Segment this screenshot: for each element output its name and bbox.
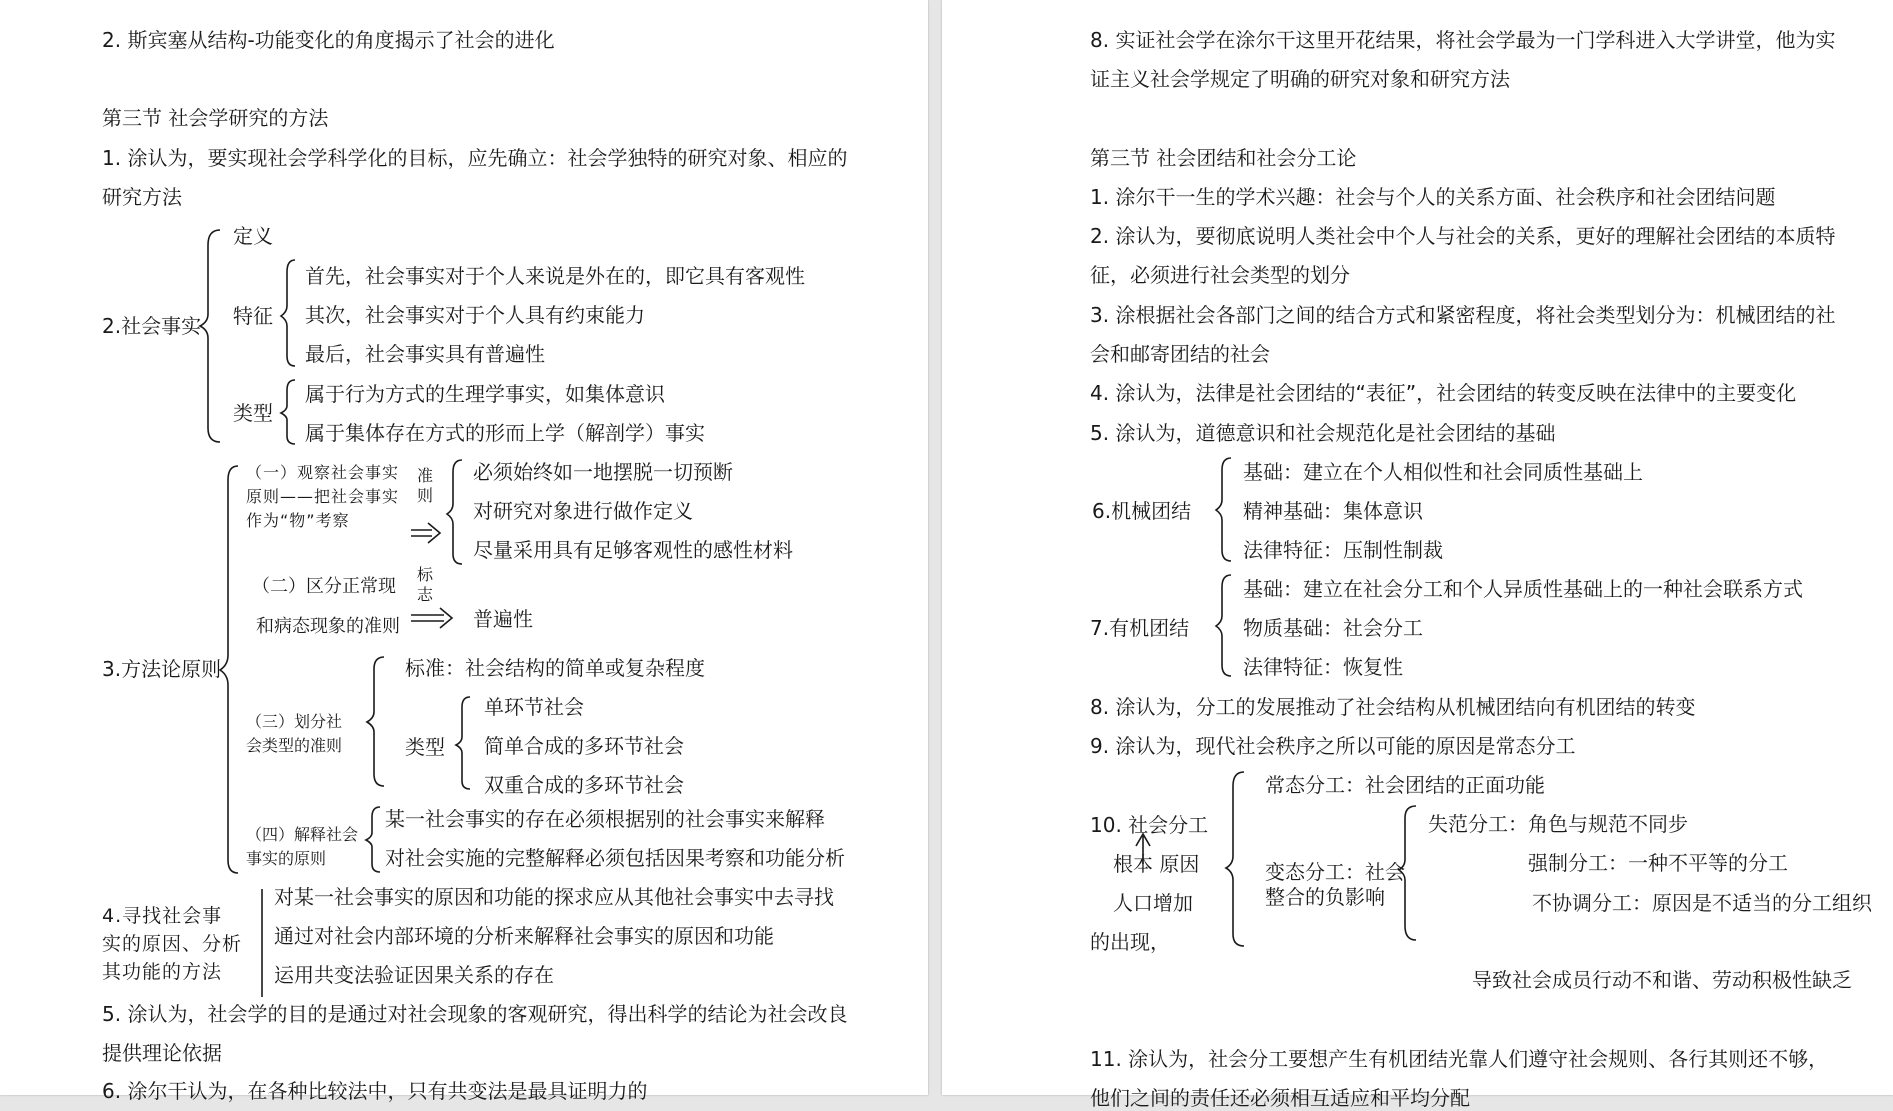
division-label-line1: 10. 社会分工 [1090, 813, 1209, 837]
principle3-standard: 标准：社会结构的简单或复杂程度 [405, 656, 705, 680]
item1-line1: 1. 涂认为，要实现社会学科学化的目标，应先确立：社会学独特的研究对象、相应的 [102, 146, 848, 170]
item5-line: 5. 涂认为，道德意识和社会规范化是社会团结的基础 [1090, 421, 1556, 445]
organic-item: 法律特征：恢复性 [1243, 655, 1403, 679]
principle1-tag: 准则 [417, 466, 434, 505]
social-fact-definition: 定义 [233, 224, 273, 248]
society-type-item: 单环节社会 [484, 695, 584, 719]
mechanical-item: 法律特征：压制性制裁 [1243, 538, 1443, 562]
find-causes-item: 通过对社会内部环境的分析来解释社会事实的原因和功能 [274, 924, 774, 948]
item8-line2: 证主义社会学规定了明确的研究对象和研究方法 [1090, 67, 1510, 91]
item8-line1: 8. 实证社会学在涂尔干这里开花结果，将社会学最为一门学科进入大学讲堂，他为实 [1090, 28, 1836, 52]
left-page [0, 0, 928, 1103]
principle4-item: 某一社会事实的存在必须根据别的社会事实来解释 [385, 807, 825, 831]
principle3-types-label: 类型 [405, 735, 445, 759]
item11-line1: 11. 涂认为，社会分工要想产生有机团结光靠人们遵守社会规则、各行其则还不够， [1090, 1047, 1829, 1071]
division-label-line3: 人口增加 [1113, 891, 1193, 915]
mechanical-item: 精神基础：集体意识 [1243, 499, 1423, 523]
principle4-label: （四）解释社会事实的原则 [246, 825, 359, 868]
item8b-line: 8. 涂认为，分工的发展推动了社会结构从机械团结向有机团结的转变 [1090, 695, 1696, 719]
abnormal-division-item: 强制分工：一种不平等的分工 [1528, 851, 1788, 875]
division-label-line4: 的出现， [1090, 930, 1170, 954]
social-fact-label: 2.社会事实 [102, 314, 202, 338]
methodology-label: 3.方法论原则 [102, 657, 222, 681]
society-type-item: 简单合成的多环节社会 [484, 734, 684, 758]
normal-division-line: 常态分工：社会团结的正面功能 [1265, 773, 1545, 797]
item4-line: 4. 涂认为，法律是社会团结的“表征”，社会团结的转变反映在法律中的主要变化 [1090, 381, 1797, 405]
item6-line: 6. 涂尔干认为，在各种比较法中，只有共变法是最具证明力的 [102, 1079, 648, 1103]
item3-line2: 会和邮寄团结的社会 [1090, 342, 1270, 366]
social-fact-features-label: 特征 [233, 304, 273, 328]
feature-item: 首先，社会事实对于个人来说是外在的，即它具有客观性 [305, 264, 805, 288]
item1-line: 1. 涂尔干一生的学术兴趣：社会与个人的关系方面、社会秩序和社会团结问题 [1090, 185, 1776, 209]
item5-line2: 提供理论依据 [102, 1041, 222, 1065]
section-heading-solidarity: 第三节 社会团结和社会分工论 [1090, 146, 1357, 170]
item2-line1: 2. 涂认为，要彻底说明人类社会中个人与社会的关系，更好的理解社会团结的本质特 [1090, 224, 1836, 248]
type-item: 属于行为方式的生理学事实，如集体意识 [305, 382, 665, 406]
principle1-label: （一）观察社会事实原则——把社会事实作为“物”考察 [246, 463, 400, 530]
item9-line: 9. 涂认为，现代社会秩序之所以可能的原因是常态分工 [1090, 734, 1576, 758]
abnormal-division-item: 失范分工：角色与规范不同步 [1428, 812, 1688, 836]
principle2-label-line1: （二）区分正常现 [252, 576, 396, 597]
abnormal-division-item: 不协调分工：原因是不适当的分工组织 [1532, 891, 1872, 915]
organic-item: 物质基础：社会分工 [1243, 616, 1423, 640]
right-page [942, 0, 1893, 1110]
principle2-tag: 标志 [417, 565, 434, 604]
section-heading-methods: 第三节 社会学研究的方法 [102, 106, 329, 130]
item11-line2: 他们之间的责任还必须相互适应和平均分配 [1090, 1086, 1470, 1110]
mechanical-item: 基础：建立在个人相似性和社会同质性基础上 [1243, 460, 1643, 484]
society-type-item: 双重合成的多环节社会 [484, 773, 684, 797]
abnormal-division-result: 导致社会成员行动不和谐、劳动积极性缺乏 [1472, 968, 1852, 992]
type-item: 属于集体存在方式的形而上学（解剖学）事实 [305, 421, 705, 445]
abnormal-division-line1: 变态分工：社会 [1265, 860, 1405, 884]
abnormal-division-line2: 整合的负影响 [1265, 885, 1385, 909]
principle2-item: 普遍性 [473, 607, 533, 631]
item1-line2: 研究方法 [102, 185, 182, 209]
social-fact-types-label: 类型 [233, 401, 273, 425]
principle1-item: 对研究对象进行做作定义 [473, 499, 693, 523]
feature-item: 最后，社会事实具有普遍性 [305, 342, 545, 366]
item3-line1: 3. 涂根据社会各部门之间的结合方式和紧密程度，将社会类型划分为：机械团结的社 [1090, 303, 1836, 327]
organic-item: 基础：建立在社会分工和个人异质性基础上的一种社会联系方式 [1243, 577, 1803, 601]
principle1-item: 必须始终如一地摆脱一切预断 [473, 460, 733, 484]
find-causes-item: 对某一社会事实的原因和功能的探求应从其他社会事实中去寻找 [274, 885, 834, 909]
mechanical-solidarity-label: 6.机械团结 [1092, 499, 1192, 523]
principle1-item: 尽量采用具有足够客观性的感性材料 [473, 538, 793, 562]
spencer-evolution-line: 2. 斯宾塞从结构-功能变化的角度揭示了社会的进化 [102, 28, 555, 52]
feature-item: 其次，社会事实对于个人具有约束能力 [305, 303, 645, 327]
organic-solidarity-label: 7.有机团结 [1090, 616, 1190, 640]
principle3-label: （三）划分社会类型的准则 [246, 712, 343, 755]
item2-line2: 征，必须进行社会类型的划分 [1090, 263, 1350, 287]
principle4-item: 对社会实施的完整解释必须包括因果考察和功能分析 [385, 846, 845, 870]
principle2-label-line2: 和病态现象的准则 [256, 616, 400, 637]
find-causes-item: 运用共变法验证因果关系的存在 [274, 963, 554, 987]
find-causes-label: 4.寻找社会事实的原因、分析其功能的方法 [102, 905, 243, 983]
item5-line1: 5. 涂认为，社会学的目的是通过对社会现象的客观研究，得出科学的结论为社会改良 [102, 1002, 848, 1026]
division-label-line2: 根本 原因 [1113, 852, 1200, 876]
